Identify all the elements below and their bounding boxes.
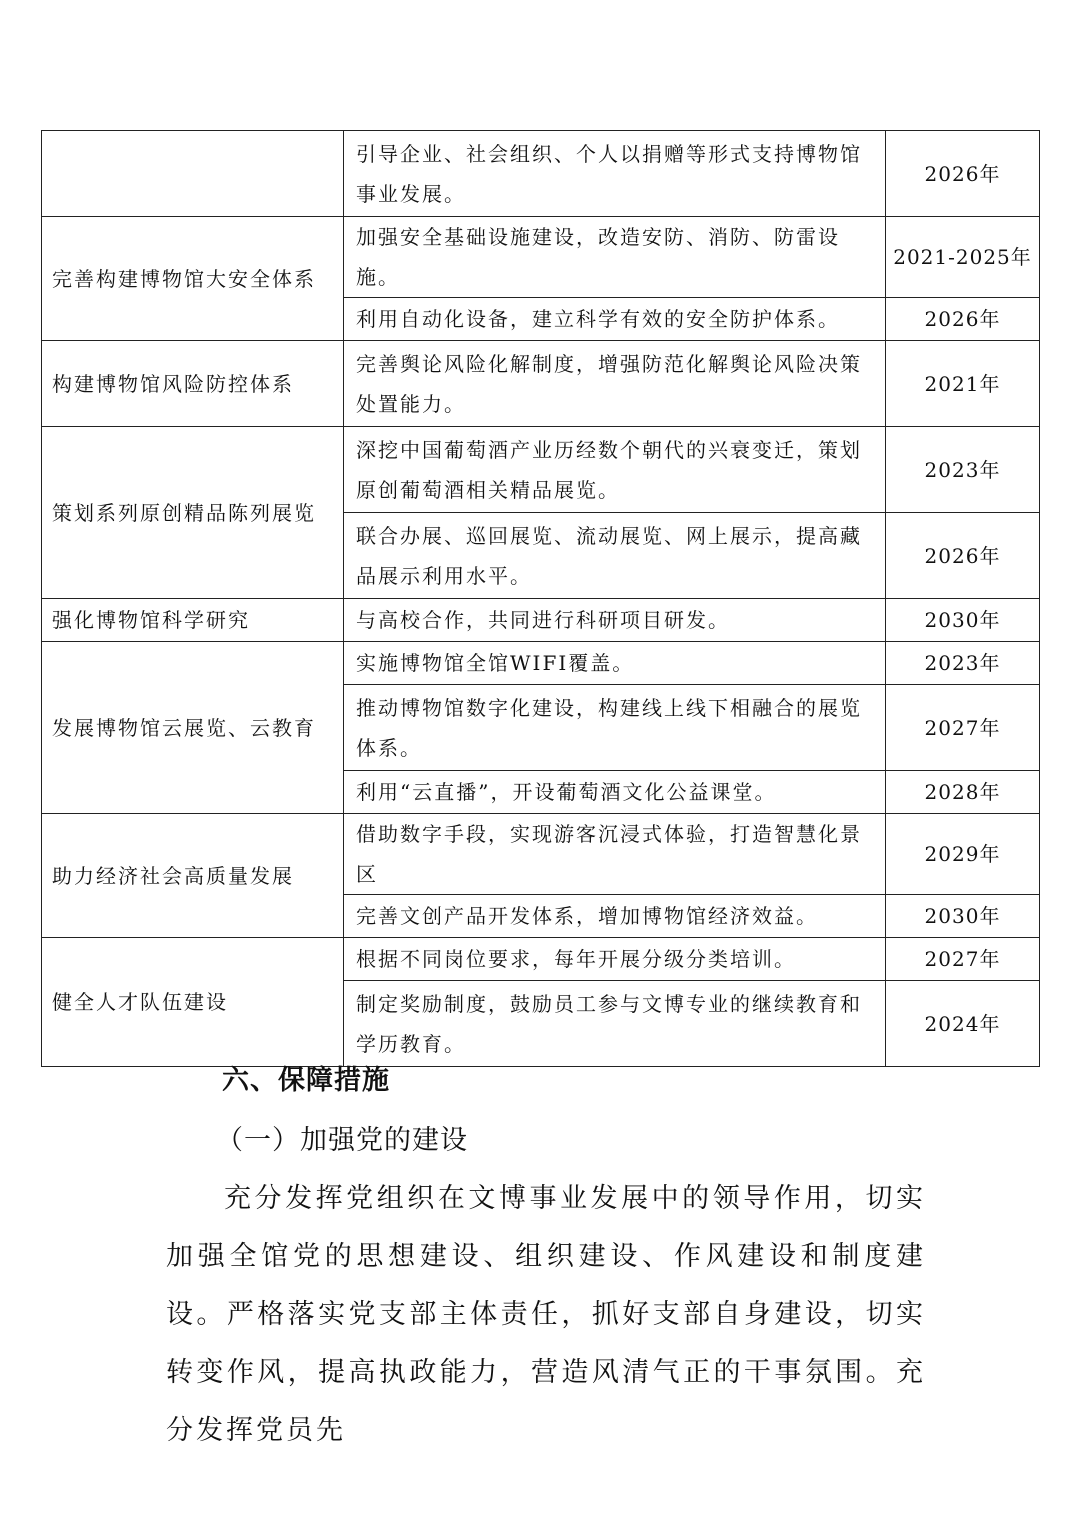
table-row — [42, 131, 1040, 217]
measure-cell: 加强安全基础设施建设，改造安防、消防、防雷设施。 — [344, 217, 886, 298]
year-cell: 2030年 — [886, 599, 1040, 642]
measure-cell: 联合办展、巡回展览、流动展览、网上展示，提高藏品展示利用水平。 — [344, 513, 886, 599]
measure-cell: 推动博物馆数字化建设，构建线上线下相融合的展览体系。 — [344, 685, 886, 771]
table-row — [42, 814, 1040, 895]
goal-cell: 助力经济社会高质量发展 — [42, 814, 344, 938]
year-cell: 2028年 — [886, 771, 1040, 814]
table-row — [42, 599, 1040, 642]
table-row — [42, 427, 1040, 513]
table-row — [42, 642, 1040, 685]
year-cell: 2021年 — [886, 341, 1040, 427]
measure-cell: 制定奖励制度，鼓励员工参与文博专业的继续教育和学历教育。 — [344, 981, 886, 1067]
body-paragraph: 充分发挥党组织在文博事业发展中的领导作用，切实加强全馆党的思想建设、组织建设、作风建设和制度建设。严格落实党支部主体责任，抓好支部自身建设，切实转变作风，提高执政能力，营造风清气正的干事氛围。充分发挥党员先 — [166, 1183, 926, 1446]
goal-cell: 健全人才队伍建设 — [42, 938, 344, 1067]
year-cell: 2023年 — [886, 427, 1040, 513]
measure-cell: 完善舆论风险化解制度，增强防范化解舆论风险决策处置能力。 — [344, 341, 886, 427]
measure-cell: 深挖中国葡萄酒产业历经数个朝代的兴衰变迁，策划原创葡萄酒相关精品展览。 — [344, 427, 886, 513]
goal-cell: 策划系列原创精品陈列展览 — [42, 427, 344, 599]
goal-cell: 发展博物馆云展览、云教育 — [42, 642, 344, 814]
section-heading: 六、保障措施 — [222, 1065, 390, 1096]
plan-table — [41, 130, 1040, 1067]
measure-cell: 完善文创产品开发体系，增加博物馆经济效益。 — [344, 895, 886, 938]
year-cell: 2029年 — [886, 814, 1040, 895]
measure-cell: 根据不同岗位要求，每年开展分级分类培训。 — [344, 938, 886, 981]
measure-cell: 引导企业、社会组织、个人以捐赠等形式支持博物馆事业发展。 — [344, 131, 886, 217]
year-cell: 2026年 — [886, 298, 1040, 341]
goal-cell: 完善构建博物馆大安全体系 — [42, 217, 344, 341]
measure-cell: 与高校合作，共同进行科研项目研发。 — [344, 599, 886, 642]
year-cell: 2026年 — [886, 513, 1040, 599]
table-row — [42, 341, 1040, 427]
year-cell: 2021-2025年 — [886, 217, 1040, 298]
measure-cell: 借助数字手段，实现游客沉浸式体验，打造智慧化景区 — [344, 814, 886, 895]
section-subheading: （一）加强党的建设 — [216, 1125, 468, 1156]
year-cell: 2027年 — [886, 938, 1040, 981]
table-row — [42, 217, 1040, 298]
year-cell: 2024年 — [886, 981, 1040, 1067]
year-cell: 2030年 — [886, 895, 1040, 938]
measure-cell: 利用自动化设备，建立科学有效的安全防护体系。 — [344, 298, 886, 341]
year-cell: 2027年 — [886, 685, 1040, 771]
measure-cell: 实施博物馆全馆WIFI覆盖。 — [344, 642, 886, 685]
goal-cell — [42, 131, 344, 217]
year-cell: 2023年 — [886, 642, 1040, 685]
table-row — [42, 938, 1040, 981]
goal-cell: 构建博物馆风险防控体系 — [42, 341, 344, 427]
goal-cell: 强化博物馆科学研究 — [42, 599, 344, 642]
measure-cell: 利用“云直播”，开设葡萄酒文化公益课堂。 — [344, 771, 886, 814]
year-cell: 2026年 — [886, 131, 1040, 217]
